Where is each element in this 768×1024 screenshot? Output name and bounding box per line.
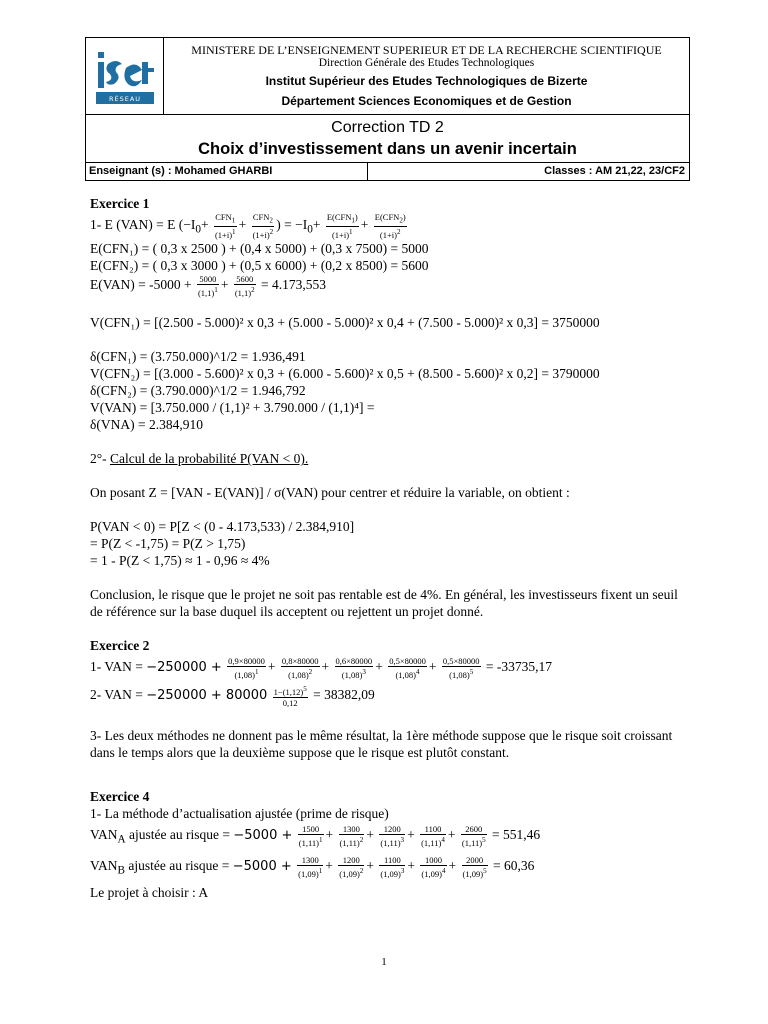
ex4-van-a: $VAN_A$ ajustée au risque = −5000 + $\frac{1500}{(1,11)^1}$ + $\frac{1300}{(1,11)^2}$ + $\frac{1200}{(1,11)^3}$ + $\frac{1100}{(1,11)^4}$ + $\frac{2600}{(1,11)^5}$ = 551,46 [90,824,541,849]
document-subtitle: Correction TD 2 [331,119,444,136]
logo-sub-text: RÉSEAU [108,95,142,103]
exercise-2-heading: Exercice 2 [90,638,150,654]
ex2-result-1: = -33735,17 [485,659,553,675]
ex1-question-2-text: Calcul de la probabilité P(VAN < 0). [110,451,309,467]
page-number: 1 [381,956,387,968]
exercise-1-heading: Exercice 1 [90,196,150,211]
header-top [86,38,689,115]
ex1-ecfn2: E(CFN₂) = ( 0,3 x 3000 ) + (0,5 x 6000) + (0,2 x 8500) = 5600 [90,257,429,273]
ex1-prob-3: = 1 - P(Z < 1,75) ≈ 1 - 0,96 ≈ 4% [90,553,270,569]
ex4-method-1: 1- La méthode d’actualisation ajustée (prime de risque) [90,806,389,822]
institute-line: Institut Supérieur des Etudes Technologiques de Bizerte [265,74,588,88]
document-header [85,37,690,181]
teacher-cell: Enseignant (s) : Mohamed GHARBI [86,163,368,180]
ex1-vcfn1: V(CFN₁) = [(2.500 - 5.000)² x 0,3 + (5.000 - 5.000)² x 0,4 + (7.500 - 5.000)² x 0,3] = 3750000 [90,315,600,331]
ex1-ecfn1: E(CFN₁) = ( 0,3 x 2500 ) + (0,4 x 5000) + (0,3 x 7500) = 5000 [90,240,429,256]
ex1-scfn2: δ(CFN₂) = (3.790.000)^1/2 = 1.946,792 [90,383,306,399]
ex1-question-2: 2°- Calcul de la probabilité P(VAN < 0). [90,451,309,467]
document-body [90,195,690,901]
department-line: Département Sciences Economiques et de Gestion [281,94,572,108]
exercise-4-heading: Exercice 4 [90,789,150,805]
ex2-question-3: 3- Les deux méthodes ne donnent pas le même résultat, la 1ère méthode suppose que le risque soit croissant dans le temps alors que la deuxième suppose que le risque est plutôt constant. [90,728,673,761]
iset-logo [86,38,164,114]
document-title-block [86,115,689,163]
ex1-svna: δ(VNA) = 2.384,910 [90,417,203,433]
ex4-result-a: = 551,46 [492,827,541,843]
ex1-evan-result: = 4.173,553 [261,276,327,292]
direction-line: Direction Générale des Etudes Technologiques [318,57,535,69]
ex1-scfn1: δ(CFN₁) = (3.750.000)^1/2 = 1.936,491 [90,349,306,365]
classes-cell: Classes : AM 21,22, 23/CF2 [544,165,685,177]
ex1-vcfn2: V(CFN₂) = [(3.000 - 5.600)² x 0,3 + (6.000 - 5.600)² x 0,5 + (8.500 - 5.600)² x 0,2] = 3790000 [90,366,600,382]
ex4-choice: Le projet à choisir : A [90,884,209,900]
ex4-van-b: $VAN_B$ ajustée au risque = −5000 + $\frac{1300}{(1,09)^1}$ + $\frac{1200}{(1,09)^2}$ + $\frac{1100}{(1,09)^3}$ + $\frac{1000}{(1,09)^4}$ + $\frac{2000}{(1,09)^5}$ = 60,36 [90,855,535,879]
ex1-evan-value: E(VAN) = -5000 + $\frac{5000}{(1,1)^1}$ + $\frac{5600}{(1,1)^2}$ = 4.173,553 [90,273,327,298]
ex2-van-1: 1- VAN = −250000 + $\frac{0,9\times 80000}{(1,08)^1}$ + $\frac{0,8\times 80000}{(1,08)^2}$ + $\frac{0,6\times 80000}{(1,08)^3}$ + $\frac{0,5\times 80000}{(1,08)^4}$ + $\frac{0,5\times 80000}{(1,08)^5}$ = -33735,17 [90,656,553,681]
ex1-prob-1: P(VAN < 0) = P[Z < (0 - 4.173,533) / 2.384,910] [90,519,355,535]
ex1-posant: On posant Z = [VAN - E(VAN)] / σ(VAN) pour centrer et réduire la variable, on obtient : [90,485,570,501]
logo-graphic [86,38,164,114]
ex2-van-2: 2- VAN = −250000 + 80000 $\frac{1-(1,12)^5}{0,12}$ = 38382,09 [90,685,375,709]
ex2-result-2: = 38382,09 [313,687,375,703]
info-row [86,163,689,180]
document-title: Choix d’investissement dans un avenir incertain [198,140,577,158]
ex1-prob-2: = P(Z < -1,75) = P(Z > 1,75) [90,536,246,552]
ex1-conclusion: Conclusion, le risque que le projet ne soit pas rentable est de 4%. En général, les investisseurs fixent un seuil de référence sur la base duquel ils acceptent ou rejettent un projet donné. [90,587,678,620]
ex4-result-b: = 60,36 [492,858,535,874]
ministry-line: MINISTERE DE L’ENSEIGNEMENT SUPERIEUR ET DE LA RECHERCHE SCIENTIFIQUE [191,43,662,57]
ex1-evan-formula: 1- E (VAN) = E ($-I_0+$ $CFN_1$ $(1+i)^1$ + $CFN_2$ $(1+i)^2$ ) = $-I_0+$ $E(CFN_1)$ $(1+i)^1$ + $E(CFN_2)$ $(1+i)^2$ [90,212,406,240]
ex1-vvan: V(VAN) = [3.750.000 / (1,1)² + 3.790.000 / (1,1)⁴] = [90,400,375,416]
